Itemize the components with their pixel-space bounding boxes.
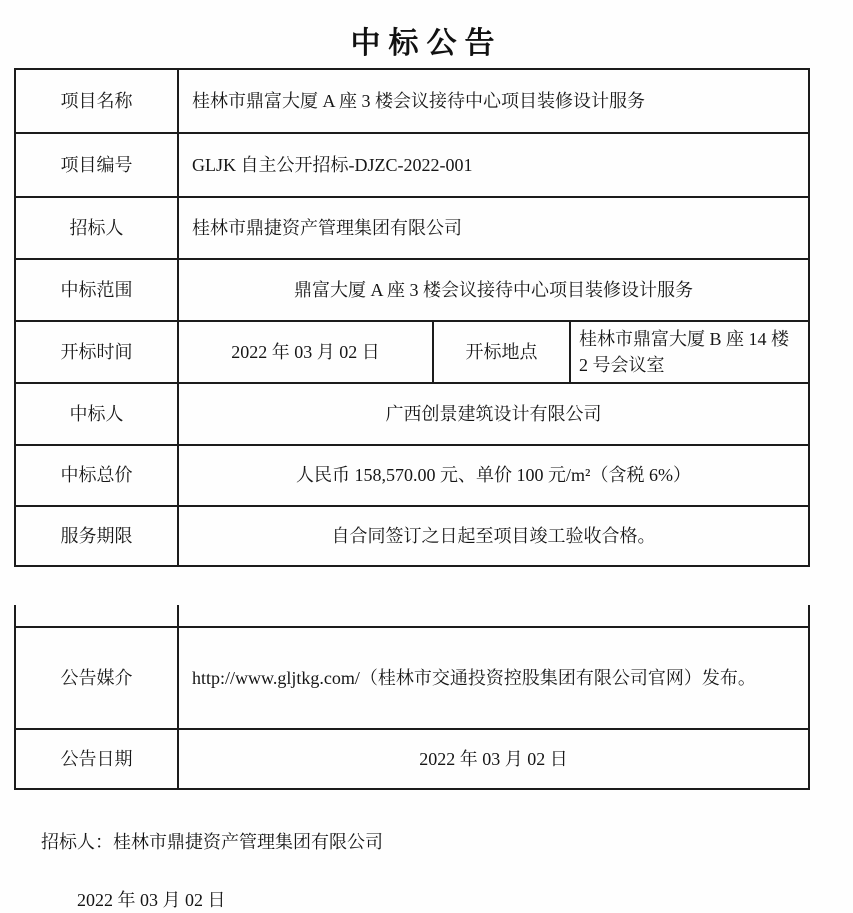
announcement-date-label: 公告日期 bbox=[60, 748, 133, 769]
service-period-label: 服务期限 bbox=[60, 525, 133, 546]
bid-opening-time-label: 开标时间 bbox=[60, 341, 133, 362]
bid-opening-place-label: 开标地点 bbox=[432, 322, 569, 382]
service-period-value: 自合同签订之日起至项目竣工验收合格。 bbox=[177, 507, 808, 565]
pagebreak-sliver-label-cell bbox=[16, 605, 177, 626]
pagebreak-sliver-value-cell bbox=[177, 605, 808, 626]
bid-opening-place-value: 桂林市鼎富大厦 B 座 14 楼 2 号会议室 bbox=[569, 322, 808, 382]
announcement-media-label: 公告媒介 bbox=[60, 667, 133, 688]
table-row-project-number bbox=[16, 134, 808, 198]
announcement-date-value: 2022 年 03 月 02 日 bbox=[177, 730, 808, 788]
winner-label: 中标人 bbox=[69, 403, 124, 424]
table-row-project-name bbox=[16, 70, 808, 134]
table-row-tenderer bbox=[16, 198, 808, 260]
page-title: 中标公告 bbox=[350, 27, 503, 60]
award-info-table-continued bbox=[14, 605, 810, 790]
footer-bidder-line: 招标人：桂林市鼎捷资产管理集团有限公司 bbox=[41, 832, 383, 852]
project-number-value: GLJK 自主公开招标-DJZC-2022-001 bbox=[177, 134, 808, 196]
bid-opening-time-value: 2022 年 03 月 02 日 bbox=[177, 322, 432, 382]
table-row-pagebreak-sliver bbox=[16, 605, 808, 628]
project-number-label: 项目编号 bbox=[60, 154, 133, 175]
table-row-announcement-media bbox=[16, 628, 808, 730]
total-price-value: 人民币 158,570.00 元、单价 100 元/m²（含税 6%） bbox=[177, 446, 808, 505]
award-info-table bbox=[14, 68, 810, 567]
award-scope-value: 鼎富大厦 A 座 3 楼会议接待中心项目装修设计服务 bbox=[177, 260, 808, 320]
table-row-service-period bbox=[16, 507, 808, 565]
footer-date-line: 2022 年 03 月 02 日 bbox=[77, 890, 226, 910]
table-row-winner bbox=[16, 384, 808, 446]
tenderer-label: 招标人 bbox=[69, 217, 124, 238]
table-row-award-scope bbox=[16, 260, 808, 322]
total-price-label: 中标总价 bbox=[60, 465, 133, 486]
table-row-total-price bbox=[16, 446, 808, 507]
table-row-bid-opening bbox=[16, 322, 808, 384]
project-name-label: 项目名称 bbox=[60, 90, 133, 111]
table-row-announcement-date bbox=[16, 730, 808, 788]
winner-value: 广西创景建筑设计有限公司 bbox=[177, 384, 808, 444]
tenderer-value: 桂林市鼎捷资产管理集团有限公司 bbox=[177, 198, 808, 258]
project-name-value: 桂林市鼎富大厦 A 座 3 楼会议接待中心项目装修设计服务 bbox=[177, 70, 808, 132]
announcement-media-value: http://www.gljtkg.com/（桂林市交通投资控股集团有限公司官网）发布。 bbox=[177, 628, 808, 728]
award-scope-label: 中标范围 bbox=[60, 279, 133, 300]
